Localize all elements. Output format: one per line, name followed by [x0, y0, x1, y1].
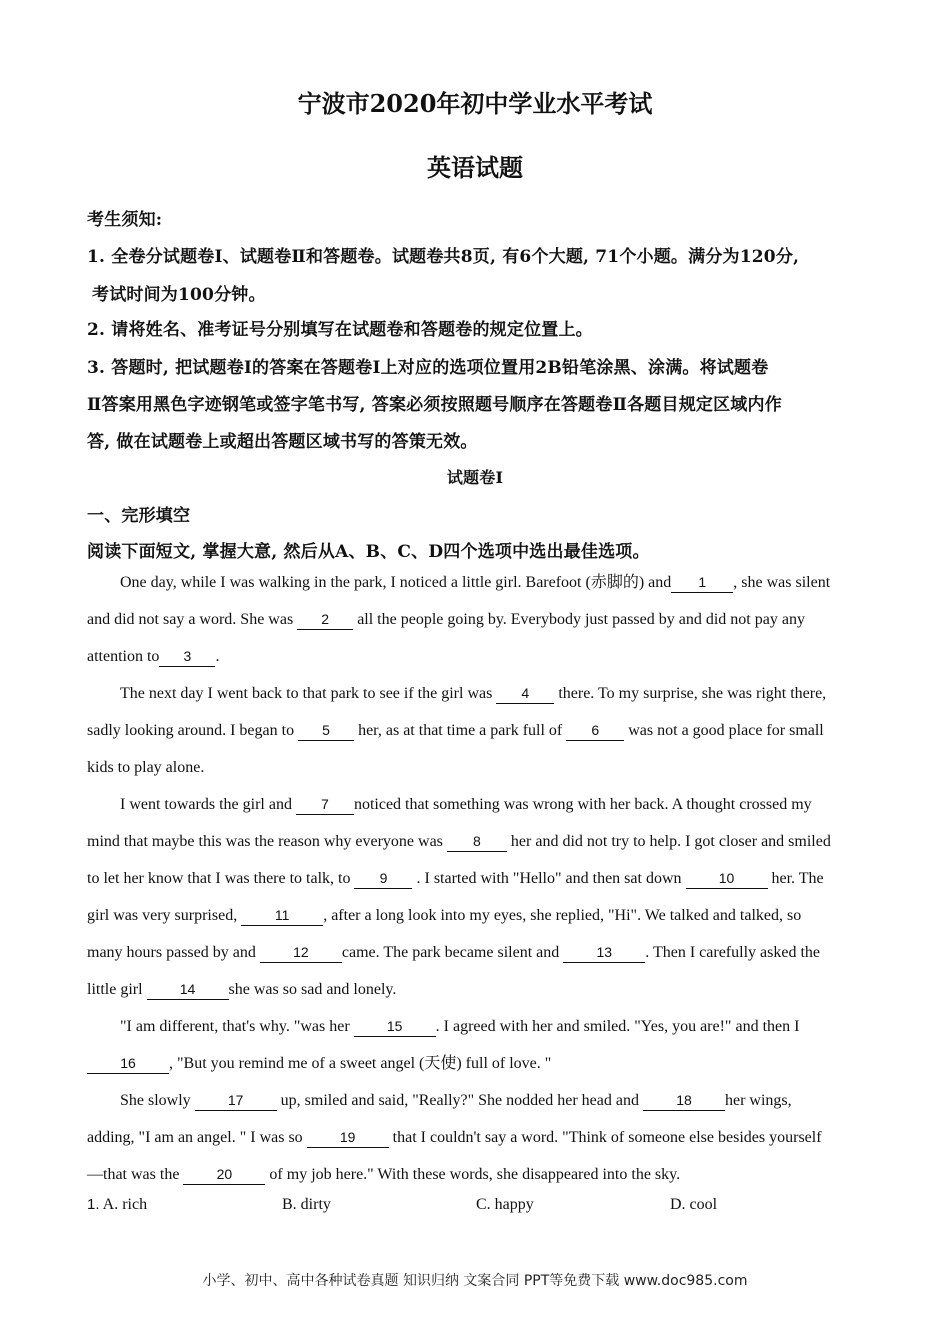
question-number: 1. [87, 1196, 100, 1213]
passage-text: her and did not try to help. I got closer and smiled [506, 833, 831, 850]
passage-text: many hours passed by and [87, 944, 260, 961]
passage-text: up, smiled and said, "Really?" She nodded her head and [276, 1092, 643, 1109]
passage-text: was not a good place for small [624, 722, 824, 739]
passage-line [87, 564, 877, 601]
passage-text: mind that maybe this was the reason why everyone was [87, 833, 447, 850]
passage-text: "I am different, that's why. "was her [120, 1018, 354, 1035]
notice-item: 2. 请将姓名、准考证号分别填写在试题卷和答题卷的规定位置上。 [87, 320, 593, 340]
passage-text: little girl [87, 981, 147, 998]
cloze-blank[interactable]: 2 [297, 609, 353, 630]
passage-text: her. The [767, 870, 824, 887]
passage-line [87, 860, 877, 897]
passage-line [87, 786, 877, 823]
notice-item: Ⅱ答案用黑色字迹钢笔或签字笔书写, 答案必须按照题号顺序在答题卷Ⅱ各题目规定区域内作 [87, 395, 782, 415]
question-1-option-c[interactable] [476, 1196, 534, 1214]
passage-text: I went towards the girl and [120, 796, 296, 813]
notice-heading: 考生须知: [87, 210, 163, 230]
passage-line [87, 897, 877, 934]
cloze-passage [87, 564, 877, 1193]
cloze-blank[interactable]: 19 [307, 1127, 389, 1148]
passage-line [87, 934, 877, 971]
cloze-blank[interactable]: 8 [447, 831, 507, 852]
passage-text: . I agreed with her and smiled. "Yes, you are!" and then I [435, 1018, 800, 1035]
passage-line [87, 1008, 877, 1045]
option-text: C. happy [476, 1196, 534, 1213]
passage-line [87, 823, 877, 860]
notice-item: 1. 全卷分试题卷Ⅰ、试题卷Ⅱ和答题卷。试题卷共8页, 有6个大题, 71个小题。满分为120分, [87, 247, 800, 267]
cloze-blank[interactable]: 16 [87, 1053, 169, 1074]
notice-item: 考试时间为100分钟。 [92, 285, 266, 305]
passage-text: , after a long look into my eyes, she replied, "Hi". We talked and talked, so [323, 907, 802, 924]
option-text: B. dirty [282, 1196, 331, 1213]
passage-text: her wings, [724, 1092, 792, 1109]
cloze-blank[interactable]: 5 [298, 720, 354, 741]
cloze-blank[interactable]: 12 [260, 942, 342, 963]
passage-text: adding, "I am an angel. " I was so [87, 1129, 307, 1146]
cloze-blank[interactable]: 13 [563, 942, 645, 963]
passage-text: —that was the [87, 1166, 184, 1183]
question-1-option-b[interactable] [282, 1196, 331, 1214]
passage-text: . Then I carefully asked the [645, 944, 820, 961]
passage-text: girl was very surprised, [87, 907, 242, 924]
passage-text: her, as at that time a park full of [354, 722, 567, 739]
question-1-option-d[interactable] [670, 1196, 717, 1214]
cloze-blank[interactable]: 20 [183, 1164, 265, 1185]
cloze-blank[interactable]: 15 [354, 1016, 436, 1037]
passage-line [87, 1156, 877, 1193]
passage-text: that I couldn't say a word. "Think of someone else besides yourself [388, 1129, 822, 1146]
part-title: 一、完形填空 [87, 506, 191, 526]
passage-text: kids to play alone. [87, 759, 205, 776]
passage-text: to let her know that I was there to talk, to [87, 870, 355, 887]
part-instruction: 阅读下面短文, 掌握大意, 然后从A、B、C、D四个选项中选出最佳选项。 [87, 542, 650, 562]
notice-item: 3. 答题时, 把试题卷Ⅰ的答案在答题卷Ⅰ上对应的选项位置用2B铅笔涂黑、涂满。将试题卷 [87, 358, 769, 378]
cloze-blank[interactable]: 9 [354, 868, 412, 889]
passage-line [87, 675, 877, 712]
cloze-blank[interactable]: 4 [496, 683, 554, 704]
passage-text: all the people going by. Everybody just passed by and did not pay any [353, 611, 805, 628]
option-text: A. rich [102, 1196, 148, 1213]
cloze-blank[interactable]: 6 [566, 720, 624, 741]
passage-text: sadly looking around. I began to [87, 722, 299, 739]
cloze-blank[interactable]: 7 [296, 794, 354, 815]
passage-line [87, 638, 877, 675]
passage-line [87, 1082, 877, 1119]
passage-text: and did not say a word. She was [87, 611, 298, 628]
cloze-blank[interactable]: 14 [147, 979, 229, 1000]
passage-text: came. The park became silent and [341, 944, 564, 961]
passage-line [87, 1119, 877, 1156]
cloze-blank[interactable]: 18 [643, 1090, 725, 1111]
passage-text: . I started with "Hello" and then sat down [412, 870, 686, 887]
exam-title: 宁波市2020年初中学业水平考试 [297, 89, 653, 118]
paper-label: 试题卷Ⅰ [446, 468, 504, 487]
cloze-blank[interactable]: 17 [195, 1090, 277, 1111]
passage-text: , "But you remind me of a sweet angel (天使) full of love. " [169, 1055, 552, 1072]
notice-item: 答, 做在试题卷上或超出答题区域书写的答策无效。 [87, 432, 478, 452]
passage-line [87, 712, 877, 749]
passage-text: of my job here." With these words, she disappeared into the sky. [265, 1166, 681, 1183]
passage-line [87, 749, 877, 786]
cloze-blank[interactable]: 10 [686, 868, 768, 889]
passage-text: attention to [87, 648, 160, 665]
passage-text: noticed that something was wrong with her back. A thought crossed my [353, 796, 812, 813]
question-1-option-a[interactable] [87, 1196, 147, 1214]
passage-line [87, 1045, 877, 1082]
footer-watermark: 小学、初中、高中各种试卷真题 知识归纳 文案合同 PPT等免费下载 www.doc985.com [202, 1273, 748, 1289]
exam-subtitle: 英语试题 [427, 153, 523, 182]
passage-text: The next day I went back to that park to see if the girl was [120, 685, 497, 702]
passage-text: , she was silent [733, 574, 831, 591]
passage-line [87, 601, 877, 638]
cloze-blank[interactable]: 11 [241, 905, 323, 926]
cloze-blank[interactable]: 3 [159, 646, 215, 667]
passage-text: One day, while I was walking in the park, I noticed a little girl. Barefoot (赤脚的) and [120, 574, 672, 591]
option-text: D. cool [670, 1196, 718, 1213]
passage-text: there. To my surprise, she was right there, [554, 685, 827, 702]
passage-line [87, 971, 877, 1008]
passage-text: She slowly [120, 1092, 195, 1109]
passage-text: . [215, 648, 220, 665]
passage-text: she was so sad and lonely. [228, 981, 397, 998]
cloze-blank[interactable]: 1 [671, 572, 733, 593]
